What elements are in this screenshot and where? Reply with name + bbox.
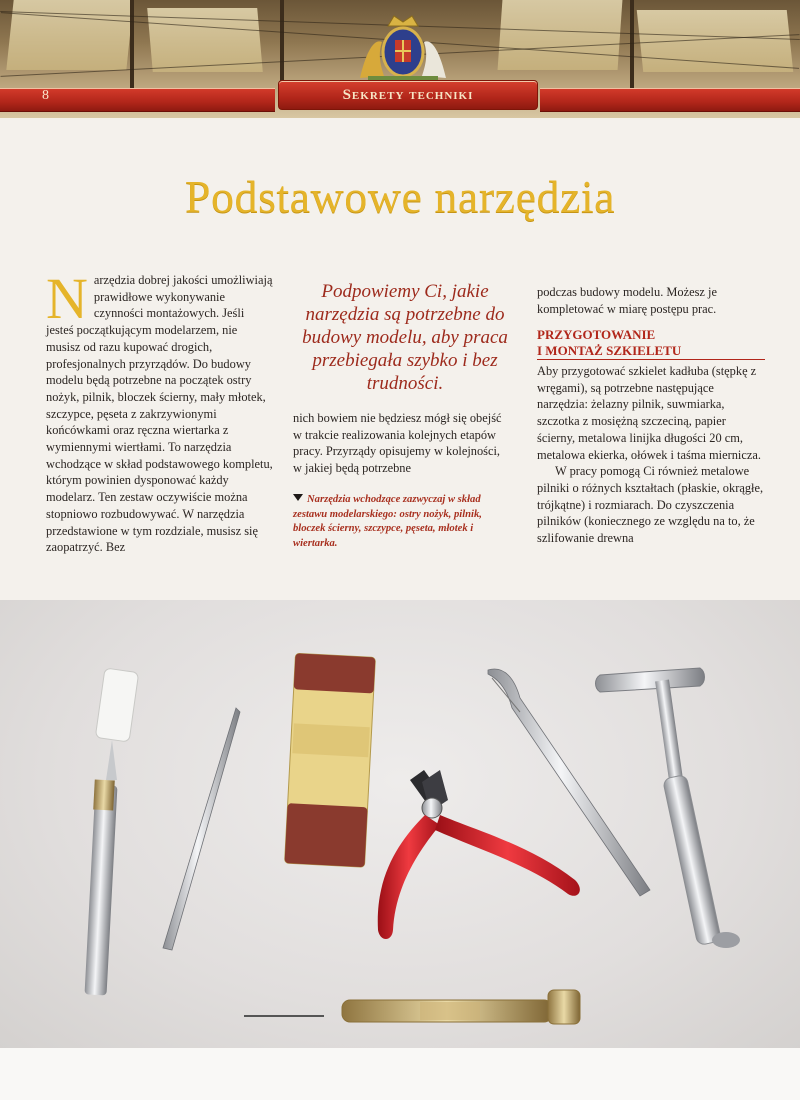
header-ribbon-right (540, 88, 800, 112)
page-number: 8 (42, 88, 49, 103)
column-3-body (537, 363, 765, 547)
triangle-pointer-icon (293, 494, 303, 501)
dropcap: N (46, 266, 88, 331)
section-heading-line2: I MONTAŻ SZKIELETU (537, 342, 682, 358)
section-heading-line1: PRZYGOTOWANIE (537, 327, 656, 342)
column-3 (537, 284, 765, 317)
hand-drill-icon (244, 990, 580, 1024)
file-icon (163, 708, 240, 950)
section-heading (537, 327, 765, 360)
pliers-icon (378, 770, 580, 939)
hammer-icon (596, 668, 741, 948)
caption-text: Narzędzia wchodzące zazwyczaj w skład zestawu modelarskiego: ostry nożyk, pilnik, bloczek ścierny, szczypce, pęseta, młotek i wiertarka. (293, 494, 482, 549)
photo-caption (293, 493, 511, 551)
royal-coat-of-arms-icon (348, 12, 458, 86)
page-title: Podstawowe narzędzia (184, 171, 616, 222)
header-banner (0, 0, 800, 118)
section-label: Sekrety techniki (342, 86, 474, 103)
column-1 (46, 266, 274, 556)
column-2 (293, 410, 511, 477)
knife-icon (85, 668, 139, 995)
tools-photo (0, 600, 800, 1050)
column-2-text: nich bowiem nie będziesz mógł się obejść w trakcie realizowania kolejnych etapów pracy. Przyrządy opisujemy w kolejności, w jakiej będą potrzebne (293, 411, 502, 476)
tools-illustration (0, 600, 800, 1050)
column-3-para1: Aby przygotować szkielet kadłuba (stępkę z wręgami), są potrzebne następujące narzędzia: żelazny pilnik, suwmiarka, szczotka z mosiężną szczeciną, papier ścierny, metalowa linijka długości 20 cm, metalowa ekierka, ołówek i taśma miernicza. (537, 364, 761, 462)
sanding-block-icon (285, 653, 376, 867)
section-label-ribbon (278, 80, 538, 110)
column-3-para2: W pracy pomogą Ci również metalowe pilniki o różnych kształtach (płaskie, okrągłe, trójkątne) i rozmiarach. Do czyszczenia pilników (koniecznego ze względu na to, że szlifowanie drewna (537, 464, 764, 546)
page-bottom-margin (0, 1048, 800, 1100)
column-1-text: arzędzia dobrej jakości umożliwiają prawidłowe wykonywanie czynności montażowych. Jeśli jesteś początkującym modelarzem, nie musisz od razu kupować drogich, profesjonalnych przyrządów. Do budowy modelu będą potrzebne na początek ostry nożyk, pilnik, bloczek ścierny, mały młotek, szczypce, pęseta z zakrzywionymi końcówkami oraz ręczna wiertarka z wymiennymi wiertłami. To narzędzia wchodzące w skład podstawowego kompletu, którym powinien dysponować każdy modelarz. Ten zestaw oczywiście można stopniowo rozbudowywać. W narzędzia przedstawione w tym rozdziale, musisz się zaopatrzyć. Bez (46, 273, 273, 555)
column-3-intro: podczas budowy modelu. Możesz je kompletować w miarę postępu prac. (537, 285, 717, 316)
pull-quote: Podpowiemy Ci, jakie narzędzia są potrzebne do budowy modelu, aby praca przebiegała szybko i bez trudności. (302, 281, 508, 394)
